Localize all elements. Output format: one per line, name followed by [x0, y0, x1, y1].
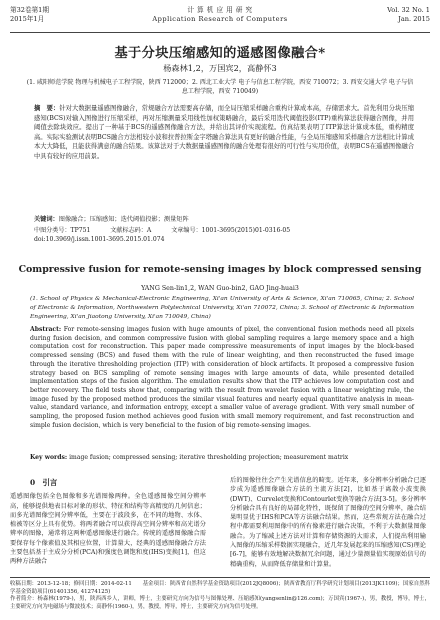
- date-cn: 2015年1月: [10, 14, 45, 23]
- affiliation-cn: (1. 咸阳师范学院 物理与机械电子工程学院，陕西 712000；2. 西北工业大学 电子与信息工程学院，西安 710072；3. 西安交通大学 电子与信息工程学院，西安 710049): [26, 79, 414, 95]
- doi: doi:10.3969/j.issn.1001-3695.2015.01.074: [34, 236, 165, 244]
- authors-cn: 杨森林1,2，万国宾2，高静怀3: [163, 63, 277, 73]
- clc-number: 中图分类号：TP751: [34, 227, 91, 234]
- footnote: 收稿日期：2013-12-18；修回日期：2014-02-11 基金项目：陕西省自然科学基金资助项目(2012JQ8006)；陕西省教育厅科学研究计划项目(2013JK1109)；国家自然科学基金资助项目(61401356, 41274125) 作者简介：杨森林(1979-)，男，陕西西乡人，讲师，博士，主要研究方向为信号与图像处理、压缩感知(yangsenlin@126.com)；万国宾(1967-)，男，教授，博导，博士，主要研究方向为电磁场与微波技术；高静怀(1960-)，男，教授，博导，博士，主要研究方向为信号处理。: [10, 577, 430, 611]
- header-right: [387, 6, 430, 23]
- body-column-right: [230, 476, 426, 569]
- keywords-text-cn: 图像融合；压缩感知；迭代阈值投影；测量矩阵: [58, 216, 189, 223]
- abstract-en: [30, 326, 414, 430]
- body-text-right: 后的图像往往会产生光谱信息的畸变。近年来，多分辨率分析融合已逐步成为遥感图像融合方法的主流方法[2]，比如基于离散小波变换(DWT)、Curvelet变换和Contourlet变换等融合方法[3-5]。多分辨率分析融合具有良好的局部化特性，既保留了图像的空间分辨率，融合结果明显优于IHS和PCA等方法融合结果。然而，这些常规方法在融合过程中都需要利用图像中的所有像素进行融合决策，不利于大数据量图像融合。为了缩减上述方法对计算和存储资源的大需求，人们提出利用输入图像的压缩采样数据实现融合，近几年发展起来的压缩感知(CS)理论[6-7]，能够有效地解决数据冗余问题，通过少量测量值实现原始信号的精确重构，从而降低存储量和计算量。: [230, 477, 426, 568]
- keywords-text-en: image fusion; compressed sensing; iterative thresholding projection; measurement matrix: [69, 454, 349, 461]
- keywords-cn: [34, 215, 414, 224]
- keywords-label-cn: 关键词：: [34, 216, 59, 223]
- classification-row: [34, 226, 414, 235]
- abstract-cn: [34, 104, 414, 162]
- article-number: 文章编号：1001-3695(2015)01-0316-05: [171, 227, 291, 234]
- abstract-text-en: For remote-sensing images fusion with huge amounts of pixel, the conventional fusion methods need all pixels during fusion decision, and common compressive fusion with global sampling requires a large memory space and a high computation cost for reconstruction. This paper made compressive measurements of input images by the block-based compressed sensing (BCS) and fused them with the rule of linear weighting, and then reconstructed the fused image through the iterative thresholding projection (ITP) with consideration of block artifacts. It proposed a compressive fusion strategy based on BCS sampling of remote sensing images with large amounts of data, while presented detailed implementation steps of the fusion algorithm. The emulation results show that the ITP achieves low computation cost and better recovery. The field tests show that, comparing with the result from wavelet fusion with a linear weighting rule, the image fused by the proposed method produces the similar visual features and nearly equal quantitative analysis in mean-value, standard variance, and information entropy, except a smaller value of average gradient. With very small number of sampling, the proposed fusion method achieves good fusion with small memory requirement, and fast reconstruction and simple fusion decision, which is very beneficial to the fusion of big remote-sensing images.: [30, 326, 415, 429]
- keywords-en: [30, 454, 414, 463]
- affiliation-en: (1. School of Physics & Mechanical-Electronic Engineering, Xi'an University of Arts & Science, Xi'an 710065, China; 2. School of Electronic & Information, Northwestern Polytechnical University, Xi'an 710072, China; 3. School of Electronic & Information Engineering, Xi'an Jiaotong University, Xi'an 710049, China): [30, 296, 414, 320]
- doi-row: [34, 235, 414, 244]
- classification-block: [34, 226, 414, 244]
- body-text-left: 遥感图像包括全色图像和多光谱图像两种。全色遥感图像空间分辨率高，能够提供地表目标对象的形状、特征和结构等高精度的几何信息；而多光谱图像空间分辨率低，主要在于波段多，在不同的地物、水体、植被等区分上具有优势。将两者融合可以获得高空间分辨率和高光谱分辨率的图像，通常将这两种遥感图像进行融合。传统的遥感图像融合需要保存每个像素值及其相应位置，计算量大，经典的遥感图像融合方法主要包括基于主成分分析(PCA)和强度色调饱和度(IHS)变换[1]，但这两种方法融合: [10, 493, 206, 566]
- volume-issue-en: Vol. 32 No. 1: [387, 6, 430, 14]
- header-center: [10, 6, 430, 23]
- document-code: 文献标志码：A: [110, 227, 152, 234]
- abstract-text-cn: 针对大数据量遥感图像融合，常规融合方法需要高存储，而全局压缩采样融合重构计算成本高，存储需求大。首先利用分块压缩感知(BCS)对输入图像进行压缩采样，再对压缩测量采用线性加权策略融合，最后采用迭代阈值投影(ITP)重构算法获得融合图像，并用阈值去除块效应。提出了一种基于BCS的遥感图像融合方法，并给出其评价实现流程。仿真结果表明了ITP算法计算成本低，重构精度高。实际实验测试表明BCS融合方法相较小波和拉普拉斯金字塔融合算法具有更好的融合性能，与全局压缩感知采样融合方法相比计算成本大大降低，且能获得满意的融合结果。该算法对于大数据量遥感图像的融合处理有很好的可行性与实用价值，表明BCS在遥感图像融合中具有较好的应用前景。: [34, 105, 415, 160]
- abstract-label-cn: 摘 要：: [34, 105, 60, 112]
- journal-name-cn: 计 算 机 应 用 研 究: [187, 6, 253, 14]
- abstract-label-en: Abstract:: [30, 326, 62, 333]
- paper-title-en: Compressive fusion for remote-sensing images by block compressed sensing: [18, 264, 422, 275]
- paper-title-cn: 基于分块压缩感知的遥感图像融合*: [114, 46, 326, 61]
- journal-name-en: Application Research of Computers: [152, 14, 288, 23]
- date-en: Jan. 2015: [398, 14, 430, 23]
- body-column-left: [10, 476, 206, 567]
- section-heading-introduction: 0 引言: [30, 478, 58, 487]
- authors-en: YANG Sen-lin1,2, WAN Guo-bin2, GAO Jing-huai3: [141, 285, 299, 292]
- keywords-label-en: Key words:: [30, 454, 68, 461]
- running-header: [10, 6, 430, 33]
- volume-issue-cn: 第32卷第1期: [10, 6, 49, 14]
